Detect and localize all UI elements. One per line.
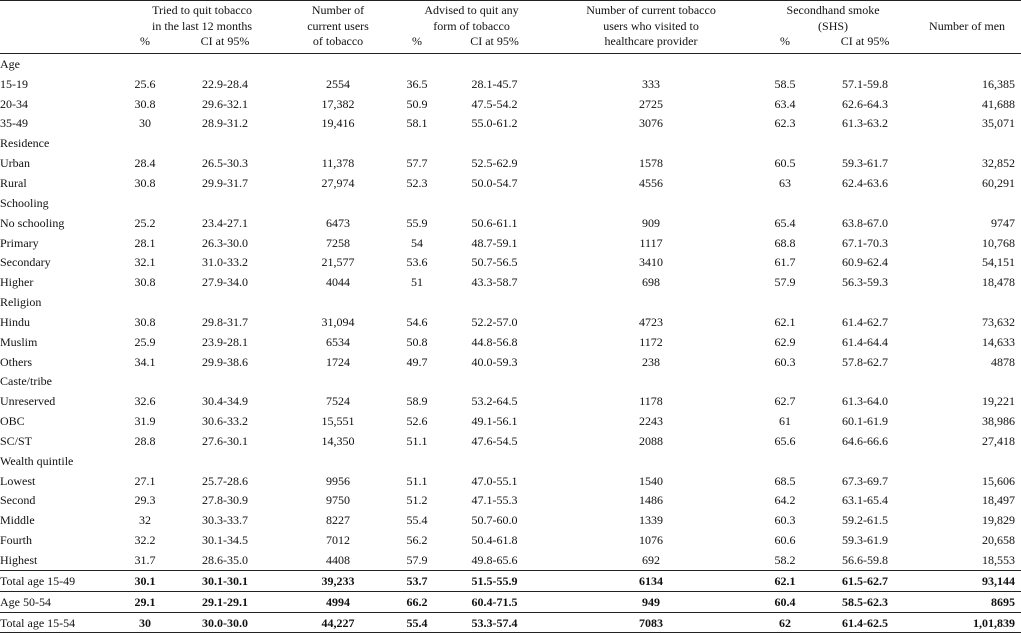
- header-advised-quit-1: Advised to quit any: [394, 1, 549, 18]
- cell-advised-ci: 51.5-55.9: [440, 570, 549, 591]
- row-label: Higher: [0, 275, 34, 290]
- row-label: Fourth: [0, 533, 33, 548]
- row-label: Unreserved: [0, 394, 56, 409]
- cell-shs-ci: 64.6-66.6: [842, 433, 889, 448]
- cell-advised-ci: 50.7-60.0: [471, 513, 518, 528]
- cell-number-men: 38,986: [982, 414, 1016, 429]
- table-row: [0, 352, 1021, 372]
- table-row: [0, 391, 1021, 411]
- cell-shs-ci: 62.6-64.3: [842, 96, 889, 111]
- cell-current-users: 9956: [326, 473, 351, 488]
- header-shs-ci: CI at 95%: [817, 33, 913, 54]
- group-heading-row: [0, 193, 1021, 213]
- cell-tried-quit-ci: 29.9-38.6: [202, 354, 248, 369]
- cell-advised-pct: 56.2: [406, 533, 428, 548]
- cell-shs-ci: 67.3-69.7: [842, 473, 889, 488]
- cell-shs-pct: 68.8: [774, 235, 796, 250]
- cell-tried-quit-ci: 25.7-28.6: [202, 473, 248, 488]
- cell-number-men: 19,829: [982, 513, 1016, 528]
- cell-number-men: 93,144: [913, 570, 1021, 591]
- group-label: Schooling: [0, 195, 49, 210]
- cell-advised-ci: 47.6-54.5: [471, 433, 518, 448]
- row-label: Middle: [0, 513, 35, 528]
- cell-shs-pct: 62: [753, 612, 817, 633]
- cell-number-men: 18,497: [982, 493, 1016, 508]
- row-label: 35-49: [0, 116, 28, 131]
- table-header: [0, 1, 1021, 54]
- cell-advised-pct: 51.1: [406, 433, 428, 448]
- cell-tried-quit-pct: 34.1: [134, 354, 156, 369]
- cell-shs-pct: 62.7: [774, 394, 796, 409]
- cell-tried-quit-pct: 30.1: [122, 570, 168, 591]
- cell-advised-pct: 53.6: [406, 255, 428, 270]
- table-row: [0, 471, 1021, 491]
- cell-visited-provider: 698: [642, 275, 661, 290]
- cell-current-users: 9750: [326, 493, 351, 508]
- group-label: Age: [0, 56, 20, 71]
- cell-number-men: 4878: [991, 354, 1016, 369]
- cell-tried-quit-pct: 30: [139, 116, 151, 131]
- row-label: Urban: [0, 156, 30, 171]
- table-row: [0, 491, 1021, 511]
- cell-advised-ci: 43.3-58.7: [471, 275, 518, 290]
- cell-tried-quit-pct: 25.6: [134, 76, 156, 91]
- cell-visited-provider: 3076: [639, 116, 664, 131]
- cell-current-users: 6534: [326, 334, 351, 349]
- header-tried-quit-2: in the last 12 months: [152, 19, 252, 33]
- row-label: Rural: [0, 175, 27, 190]
- table-row: [0, 530, 1021, 550]
- group-heading-row: [0, 292, 1021, 312]
- cell-visited-provider: 2725: [639, 96, 664, 111]
- cell-visited-provider: 1172: [639, 334, 663, 349]
- cell-visited-provider: 3410: [639, 255, 664, 270]
- cell-tried-quit-ci: 30.3-33.7: [202, 513, 248, 528]
- cell-shs-ci: 61.4-62.5: [817, 612, 913, 633]
- cell-tried-quit-pct: 30: [122, 612, 168, 633]
- row-label: Secondary: [0, 255, 51, 270]
- header-adv-pct: %: [394, 33, 440, 54]
- header-tq-ci: CI at 95%: [168, 33, 282, 54]
- header-adv-ci: CI at 95%: [440, 33, 549, 54]
- cell-advised-ci: 47.1-55.3: [471, 493, 518, 508]
- cell-number-men: 8695: [913, 591, 1021, 612]
- cell-visited-provider: 1076: [639, 533, 664, 548]
- cell-shs-pct: 65.4: [774, 215, 796, 230]
- cell-tried-quit-ci: 28.9-31.2: [202, 116, 248, 131]
- table-row: [0, 312, 1021, 332]
- cell-number-men: 9747: [991, 215, 1016, 230]
- cell-shs-pct: 60.4: [753, 591, 817, 612]
- cell-advised-ci: 52.5-62.9: [471, 156, 518, 171]
- cell-shs-pct: 62.9: [774, 334, 796, 349]
- header-number-men: Number of men: [929, 19, 1006, 33]
- group-label: Wealth quintile: [0, 453, 74, 468]
- cell-tried-quit-ci: 30.0-30.0: [168, 612, 282, 633]
- header-current-users-1: Number of: [282, 1, 394, 18]
- cell-advised-ci: 44.8-56.8: [471, 334, 518, 349]
- cell-tried-quit-pct: 29.3: [134, 493, 156, 508]
- cell-tried-quit-ci: 27.9-34.0: [202, 275, 248, 290]
- cell-advised-ci: 52.2-57.0: [471, 314, 518, 329]
- cell-tried-quit-pct: 25.2: [134, 215, 156, 230]
- cell-shs-ci: 62.4-63.6: [842, 175, 889, 190]
- total-label: Age 50-54: [0, 591, 122, 612]
- cell-shs-pct: 62.1: [774, 314, 796, 329]
- cell-number-men: 60,291: [982, 175, 1016, 190]
- cell-tried-quit-pct: 30.8: [134, 275, 156, 290]
- cell-advised-ci: 49.8-65.6: [471, 553, 518, 568]
- cell-tried-quit-ci: 29.6-32.1: [202, 96, 248, 111]
- group-heading-row: [0, 451, 1021, 471]
- cell-shs-pct: 65.6: [774, 433, 796, 448]
- cell-advised-ci: 47.0-55.1: [471, 473, 518, 488]
- cell-current-users: 31,094: [321, 314, 355, 329]
- cell-shs-ci: 58.5-62.3: [817, 591, 913, 612]
- cell-shs-pct: 60.3: [774, 513, 796, 528]
- cell-number-men: 18,553: [982, 553, 1016, 568]
- table-row: [0, 74, 1021, 94]
- group-heading-row: [0, 54, 1021, 74]
- cell-shs-pct: 60.5: [774, 156, 796, 171]
- cell-tried-quit-ci: 28.6-35.0: [202, 553, 248, 568]
- table-row: [0, 431, 1021, 451]
- cell-shs-ci: 63.8-67.0: [842, 215, 889, 230]
- cell-visited-provider: 1339: [639, 513, 664, 528]
- cell-shs-ci: 57.1-59.8: [842, 76, 889, 91]
- cell-tried-quit-ci: 26.5-30.3: [202, 156, 248, 171]
- cell-number-men: 20,658: [982, 533, 1016, 548]
- cell-tried-quit-pct: 30.8: [134, 96, 156, 111]
- cell-shs-pct: 63.4: [774, 96, 796, 111]
- cell-shs-ci: 60.9-62.4: [842, 255, 889, 270]
- cell-advised-ci: 40.0-59.3: [471, 354, 518, 369]
- cell-advised-ci: 50.0-54.7: [471, 175, 518, 190]
- cell-advised-pct: 52.3: [406, 175, 428, 190]
- cell-shs-ci: 63.1-65.4: [842, 493, 889, 508]
- row-label: Highest: [0, 553, 38, 568]
- cell-current-users: 4408: [326, 553, 351, 568]
- total-row: [0, 612, 1021, 633]
- table-row: [0, 153, 1021, 173]
- cell-current-users: 7524: [326, 394, 351, 409]
- cell-advised-pct: 50.8: [406, 334, 428, 349]
- cell-tried-quit-pct: 32.6: [134, 394, 156, 409]
- cell-visited-provider: 909: [642, 215, 661, 230]
- table-row: [0, 173, 1021, 193]
- cell-visited-provider: 1578: [639, 156, 664, 171]
- cell-advised-pct: 51.2: [406, 493, 428, 508]
- cell-tried-quit-ci: 31.0-33.2: [202, 255, 248, 270]
- group-heading-row: [0, 133, 1021, 153]
- row-label: SC/ST: [0, 433, 33, 448]
- cell-tried-quit-ci: 30.4-34.9: [202, 394, 248, 409]
- cell-shs-pct: 58.5: [774, 76, 796, 91]
- group-label: Religion: [0, 295, 42, 310]
- cell-tried-quit-ci: 30.1-30.1: [168, 570, 282, 591]
- cell-visited-provider: 2243: [639, 414, 664, 429]
- cell-visited-provider: 1540: [639, 473, 664, 488]
- cell-shs-pct: 60.3: [774, 354, 796, 369]
- cell-shs-ci: 59.3-61.7: [842, 156, 889, 171]
- group-heading-row: [0, 372, 1021, 392]
- cell-tried-quit-pct: 27.1: [134, 473, 156, 488]
- cell-advised-pct: 55.9: [406, 215, 428, 230]
- cell-tried-quit-ci: 29.8-31.7: [202, 314, 248, 329]
- row-label: Muslim: [0, 334, 38, 349]
- cell-advised-pct: 51.1: [406, 473, 428, 488]
- cell-number-men: 16,385: [982, 76, 1016, 91]
- cell-visited-provider: 6134: [549, 570, 753, 591]
- cell-shs-ci: 56.6-59.8: [842, 553, 889, 568]
- cell-tried-quit-pct: 31.9: [134, 414, 156, 429]
- cell-shs-pct: 58.2: [774, 553, 796, 568]
- cell-current-users: 7012: [326, 533, 351, 548]
- cell-current-users: 1724: [326, 354, 351, 369]
- cell-current-users: 8227: [326, 513, 351, 528]
- cell-number-men: 14,633: [982, 334, 1016, 349]
- header-visited-provider-1: Number of current tobacco: [549, 1, 753, 18]
- cell-advised-pct: 49.7: [406, 354, 428, 369]
- cell-shs-pct: 62.1: [753, 570, 817, 591]
- cell-tried-quit-pct: 25.9: [134, 334, 156, 349]
- table-row: [0, 252, 1021, 272]
- cell-tried-quit-ci: 23.4-27.1: [202, 215, 248, 230]
- cell-advised-ci: 47.5-54.2: [471, 96, 518, 111]
- cell-advised-ci: 50.4-61.8: [471, 533, 518, 548]
- cell-tried-quit-pct: 28.8: [134, 433, 156, 448]
- cell-visited-provider: 7083: [549, 612, 753, 633]
- row-label: Hindu: [0, 314, 30, 329]
- cell-current-users: 2554: [326, 76, 351, 91]
- header-advised-quit-2: form of tobacco: [433, 19, 510, 33]
- table-row: [0, 332, 1021, 352]
- table-row: [0, 550, 1021, 570]
- header-visited-provider-3: healthcare provider: [549, 33, 753, 54]
- row-label: 20-34: [0, 96, 28, 111]
- row-label: Second: [0, 493, 36, 508]
- cell-current-users: 4044: [326, 275, 351, 290]
- cell-shs-ci: 59.3-61.9: [842, 533, 889, 548]
- table-row: [0, 213, 1021, 233]
- cell-visited-provider: 238: [642, 354, 661, 369]
- cell-current-users: 11,378: [321, 156, 355, 171]
- cell-number-men: 10,768: [982, 235, 1016, 250]
- header-current-users-2: current users: [307, 19, 369, 33]
- cell-tried-quit-ci: 30.6-33.2: [202, 414, 248, 429]
- row-label: OBC: [0, 414, 25, 429]
- cell-number-men: 73,632: [982, 314, 1016, 329]
- cell-shs-pct: 62.3: [774, 116, 796, 131]
- cell-tried-quit-ci: 30.1-34.5: [202, 533, 248, 548]
- cell-advised-pct: 55.4: [406, 513, 428, 528]
- cell-advised-pct: 54: [411, 235, 424, 250]
- cell-shs-pct: 60.6: [774, 533, 796, 548]
- header-tq-pct: %: [122, 33, 168, 54]
- cell-tried-quit-ci: 29.1-29.1: [168, 591, 282, 612]
- cell-shs-ci: 56.3-59.3: [842, 275, 889, 290]
- cell-current-users: 17,382: [321, 96, 355, 111]
- total-label: Total age 15-54: [0, 612, 122, 633]
- cell-number-men: 19,221: [982, 394, 1016, 409]
- cell-number-men: 27,418: [982, 433, 1016, 448]
- cell-advised-pct: 55.4: [394, 612, 440, 633]
- cell-current-users: 44,227: [282, 612, 394, 633]
- cell-tried-quit-pct: 28.1: [134, 235, 156, 250]
- cell-shs-pct: 57.9: [774, 275, 796, 290]
- cell-current-users: 27,974: [321, 175, 355, 190]
- cell-tried-quit-ci: 29.9-31.7: [202, 175, 248, 190]
- cell-tried-quit-pct: 30.8: [134, 314, 156, 329]
- cell-current-users: 19,416: [321, 116, 355, 131]
- table-row: [0, 272, 1021, 292]
- cell-current-users: 39,233: [282, 570, 394, 591]
- cell-number-men: 32,852: [982, 156, 1016, 171]
- cell-advised-ci: 50.7-56.5: [471, 255, 518, 270]
- cell-visited-provider: 4556: [639, 175, 664, 190]
- cell-current-users: 6473: [326, 215, 351, 230]
- cell-advised-ci: 48.7-59.1: [471, 235, 518, 250]
- cell-shs-ci: 57.8-62.7: [842, 354, 889, 369]
- cell-visited-provider: 1178: [639, 394, 663, 409]
- cell-shs-ci: 61.4-62.7: [842, 314, 889, 329]
- table-row: [0, 114, 1021, 134]
- cell-advised-ci: 49.1-56.1: [471, 414, 518, 429]
- table-body: [0, 54, 1021, 633]
- cell-tried-quit-pct: 32: [139, 513, 151, 528]
- row-label: 15-19: [0, 76, 28, 91]
- header-visited-provider-2: users who visited to: [603, 19, 699, 33]
- cell-advised-pct: 58.1: [406, 116, 428, 131]
- table-row: [0, 233, 1021, 253]
- cell-shs-pct: 61: [779, 414, 792, 429]
- cell-advised-ci: 55.0-61.2: [471, 116, 518, 131]
- cell-shs-ci: 61.3-64.0: [842, 394, 889, 409]
- cell-tried-quit-ci: 23.9-28.1: [202, 334, 248, 349]
- total-row: [0, 591, 1021, 612]
- header-current-users-3: of tobacco: [282, 33, 394, 54]
- cell-advised-pct: 36.5: [406, 76, 428, 91]
- cell-shs-ci: 61.3-63.2: [842, 116, 889, 131]
- cell-shs-pct: 68.5: [774, 473, 796, 488]
- cell-tried-quit-pct: 32.2: [134, 533, 156, 548]
- cell-current-users: 21,577: [321, 255, 355, 270]
- cell-shs-ci: 67.1-70.3: [842, 235, 889, 250]
- total-row: [0, 570, 1021, 591]
- header-shs-2: (SHS): [818, 19, 849, 33]
- cell-current-users: 7258: [326, 235, 351, 250]
- row-label: Lowest: [0, 473, 36, 488]
- cell-shs-pct: 61.7: [774, 255, 796, 270]
- cell-visited-provider: 1117: [639, 235, 663, 250]
- row-label: Others: [0, 354, 32, 369]
- cell-advised-pct: 57.7: [406, 156, 428, 171]
- cell-tried-quit-pct: 28.4: [134, 156, 156, 171]
- cell-tried-quit-pct: 29.1: [122, 591, 168, 612]
- table-row: [0, 411, 1021, 431]
- cell-advised-pct: 57.9: [406, 553, 428, 568]
- header-shs-pct: %: [753, 33, 817, 54]
- cell-advised-pct: 51: [411, 275, 424, 290]
- cell-number-men: 1,01,839: [913, 612, 1021, 633]
- cell-advised-pct: 52.6: [406, 414, 428, 429]
- cell-current-users: 15,551: [321, 414, 355, 429]
- cell-shs-ci: 61.5-62.7: [817, 570, 913, 591]
- cell-shs-ci: 60.1-61.9: [842, 414, 889, 429]
- table-row: [0, 510, 1021, 530]
- cell-tried-quit-ci: 27.8-30.9: [202, 493, 248, 508]
- cell-visited-provider: 949: [549, 591, 753, 612]
- cell-number-men: 15,606: [982, 473, 1016, 488]
- row-label: No schooling: [0, 215, 65, 230]
- cell-visited-provider: 2088: [639, 433, 664, 448]
- group-label: Caste/tribe: [0, 374, 52, 389]
- cell-visited-provider: 1486: [639, 493, 664, 508]
- cell-shs-ci: 59.2-61.5: [842, 513, 889, 528]
- cell-tried-quit-ci: 22.9-28.4: [202, 76, 248, 91]
- cell-advised-pct: 50.9: [406, 96, 428, 111]
- cell-advised-ci: 53.3-57.4: [440, 612, 549, 633]
- cell-shs-pct: 63: [779, 175, 792, 190]
- cell-advised-ci: 28.1-45.7: [471, 76, 518, 91]
- cell-visited-provider: 692: [642, 553, 661, 568]
- table-row: [0, 94, 1021, 114]
- cell-number-men: 54,151: [982, 255, 1016, 270]
- cell-advised-pct: 54.6: [406, 314, 428, 329]
- cell-tried-quit-pct: 31.7: [134, 553, 156, 568]
- cell-advised-ci: 53.2-64.5: [471, 394, 518, 409]
- cell-advised-pct: 58.9: [406, 394, 428, 409]
- cell-current-users: 4994: [282, 591, 394, 612]
- cell-current-users: 14,350: [321, 433, 355, 448]
- cell-advised-ci: 60.4-71.5: [440, 591, 549, 612]
- header-shs-1: Secondhand smoke: [753, 1, 913, 18]
- group-label: Residence: [0, 136, 50, 151]
- total-label: Total age 15-49: [0, 570, 122, 591]
- cell-tried-quit-ci: 27.6-30.1: [202, 433, 248, 448]
- cell-number-men: 41,688: [982, 96, 1016, 111]
- cell-visited-provider: 333: [642, 76, 661, 91]
- cell-visited-provider: 4723: [639, 314, 664, 329]
- cell-tried-quit-ci: 26.3-30.0: [202, 235, 248, 250]
- cell-number-men: 18,478: [982, 275, 1016, 290]
- cell-tried-quit-pct: 32.1: [134, 255, 156, 270]
- cell-shs-pct: 64.2: [774, 493, 796, 508]
- header-tried-quit-1: Tried to quit tobacco: [122, 1, 282, 18]
- cell-number-men: 35,071: [982, 116, 1016, 131]
- cell-tried-quit-pct: 30.8: [134, 175, 156, 190]
- cell-advised-pct: 53.7: [394, 570, 440, 591]
- cell-advised-ci: 50.6-61.1: [471, 215, 518, 230]
- cell-advised-pct: 66.2: [394, 591, 440, 612]
- row-label: Primary: [0, 235, 39, 250]
- cell-shs-ci: 61.4-64.4: [842, 334, 889, 349]
